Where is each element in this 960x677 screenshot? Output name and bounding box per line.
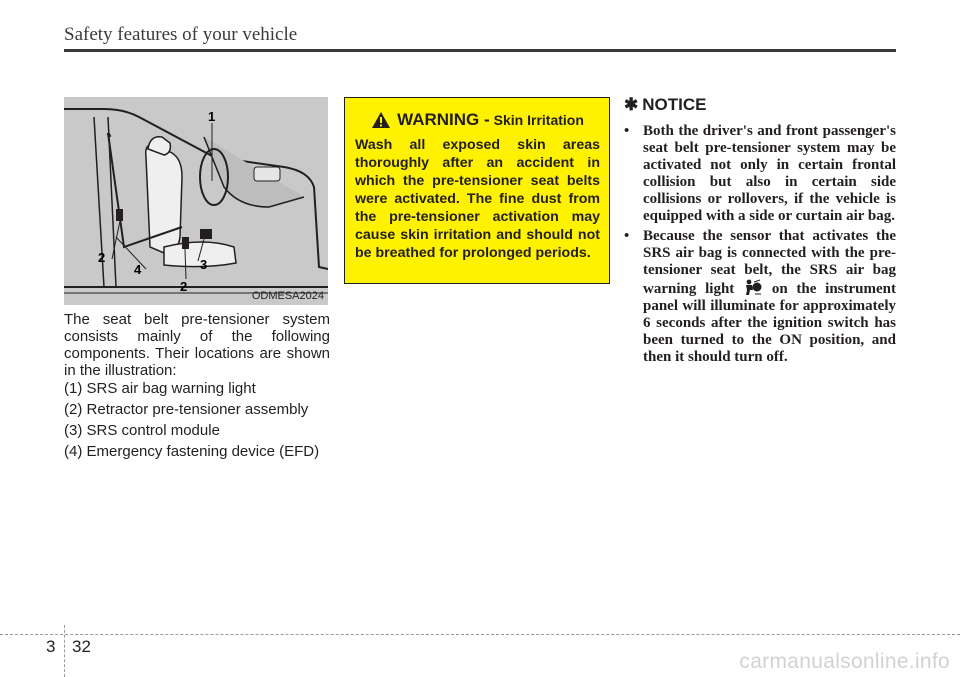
warning-header — [355, 110, 600, 130]
list-item — [64, 422, 330, 439]
header-rule — [64, 49, 896, 52]
item-number: (2) — [64, 401, 83, 418]
item-number: (4) — [64, 443, 83, 460]
notice-item-text-after: on the instrument panel will illuminate for approximately 6 seconds after the ignition switch has been turned to the ON position, and then it should turn off. — [643, 281, 897, 365]
page-header-title: Safety features of your vehicle — [64, 24, 298, 45]
page-number: 32 — [72, 637, 91, 656]
list-item — [64, 401, 330, 418]
chapter-number: 3 — [46, 637, 56, 656]
item-label: Emergency fastening device (EFD) — [86, 443, 320, 460]
notice-title: NOTICE — [642, 95, 707, 114]
bullet: • — [624, 123, 630, 139]
bullet: • — [624, 228, 630, 244]
callout-2-left: 2 — [98, 250, 106, 265]
warning-body: Wash all exposed skin areas thoroughly after an accident in which the pre-tensioner seat belts were activated. The fine dust from the pre-tensioner activation may cause skin irritation and should not be breathed for prolonged periods. — [355, 137, 600, 261]
figure-code: ODMESA2024 — [251, 290, 324, 302]
notice-item-text: Both the driver's and front passenger's seat belt pre-tensioner system may be activated not only in certain frontal collision but also in certain side collisions or rollovers, if the vehicle is equipped with a side or curtain air bag. — [643, 123, 896, 224]
callout-2-bottom: 2 — [180, 279, 188, 294]
notice-star-icon: ✱ — [624, 95, 639, 114]
warning-title: WARNING - — [397, 110, 490, 129]
notice-heading — [624, 95, 706, 115]
item-label: SRS control module — [86, 422, 220, 439]
item-label: Retractor pre-tensioner assembly — [86, 401, 309, 418]
item-number: (3) — [64, 422, 83, 439]
footer-rule — [0, 634, 960, 635]
item-number: (1) — [64, 380, 83, 397]
callout-4: 4 — [134, 262, 142, 277]
notice-item — [624, 123, 896, 225]
callout-3: 3 — [200, 257, 208, 272]
list-item — [64, 443, 330, 460]
item-label: SRS air bag warning light — [86, 380, 256, 397]
footer-divider — [64, 625, 65, 677]
list-item — [64, 380, 330, 397]
seatbelt-illustration — [64, 97, 328, 305]
watermark: carmanualsonline.info — [739, 650, 950, 673]
intro-text: The seat belt pre-tensioner system consists mainly of the following components. Their locations are shown in the illustration: — [64, 311, 330, 379]
components-list — [64, 380, 330, 464]
warning-triangle-icon — [371, 111, 391, 129]
notice-list — [624, 123, 896, 369]
warning-box — [344, 97, 610, 284]
callout-1: 1 — [208, 109, 216, 124]
notice-item — [624, 228, 896, 366]
notice-item-text-before: Because the sensor that activates the SRS air bag is connected with the pre-tensioner seat belt, the SRS air bag warning light — [643, 228, 896, 297]
car-interior-drawing — [64, 97, 328, 305]
warning-subtitle: Skin Irritation — [493, 112, 584, 128]
airbag-warning-icon — [743, 279, 763, 296]
